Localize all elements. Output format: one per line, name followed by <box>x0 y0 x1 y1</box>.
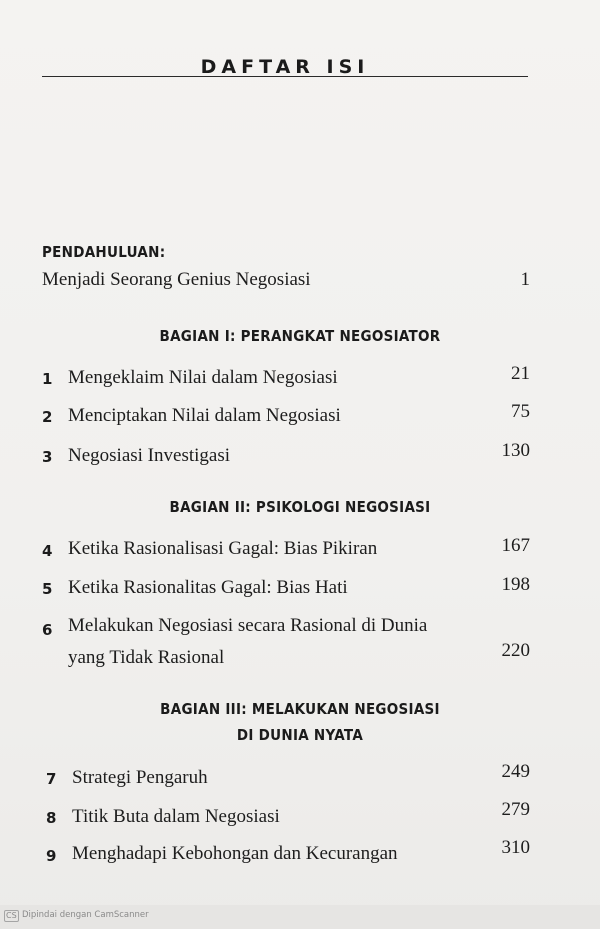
title-block <box>42 52 528 82</box>
chapter-title: Menghadapi Kebohongan dan Kecurangan <box>72 843 398 864</box>
part-1-heading: BAGIAN I: PERANGKAT NEGOSIATOR <box>159 327 441 345</box>
chapter-number: 3 <box>42 448 53 466</box>
chapter-page: 220 <box>501 640 530 661</box>
chapter-title: Ketika Rasionalisasi Gagal: Bias Pikiran <box>68 538 378 559</box>
chapter-title: Titik Buta dalam Negosiasi <box>72 806 280 827</box>
intro-heading: PENDAHULUAN: <box>42 243 166 261</box>
chapter-number: 5 <box>42 580 53 598</box>
chapter-page: 75 <box>511 401 530 422</box>
chapter-number: 6 <box>42 621 53 639</box>
chapter-title: Mengeklaim Nilai dalam Negosiasi <box>68 367 338 388</box>
chapter-number: 4 <box>42 542 53 560</box>
chapter-page: 310 <box>501 837 530 858</box>
part-3-heading-line2: DI DUNIA NYATA <box>236 726 364 744</box>
intro-page: 1 <box>520 269 530 290</box>
page-title: DAFTAR ISI <box>42 56 528 78</box>
intro-title: Menjadi Seorang Genius Negosiasi <box>42 269 311 290</box>
part-3-heading: BAGIAN III: MELAKUKAN NEGOSIASI <box>160 700 440 718</box>
scanner-watermark: Dipindai dengan CamScanner <box>22 910 149 920</box>
chapter-page: 21 <box>511 363 530 384</box>
chapter-title: Menciptakan Nilai dalam Negosiasi <box>68 405 341 426</box>
chapter-number: 8 <box>46 809 57 827</box>
chapter-title: Melakukan Negosiasi secara Rasional di Dunia <box>68 615 428 636</box>
chapter-number: 1 <box>42 370 53 388</box>
chapter-title-line2: yang Tidak Rasional <box>68 647 225 668</box>
chapter-page: 279 <box>501 799 530 820</box>
part-2-heading: BAGIAN II: PSIKOLOGI NEGOSIASI <box>169 498 431 516</box>
chapter-number: 7 <box>46 770 57 788</box>
chapter-title: Strategi Pengaruh <box>72 767 208 788</box>
camscanner-logo-icon: CS <box>6 911 17 920</box>
chapter-page: 198 <box>501 574 530 595</box>
chapter-number: 2 <box>42 408 53 426</box>
chapter-number: 9 <box>46 847 57 865</box>
chapter-page: 130 <box>501 440 530 461</box>
chapter-title: Ketika Rasionalitas Gagal: Bias Hati <box>68 577 348 598</box>
chapter-page: 167 <box>501 535 530 556</box>
chapter-title: Negosiasi Investigasi <box>68 445 231 466</box>
chapter-page: 249 <box>501 761 530 782</box>
